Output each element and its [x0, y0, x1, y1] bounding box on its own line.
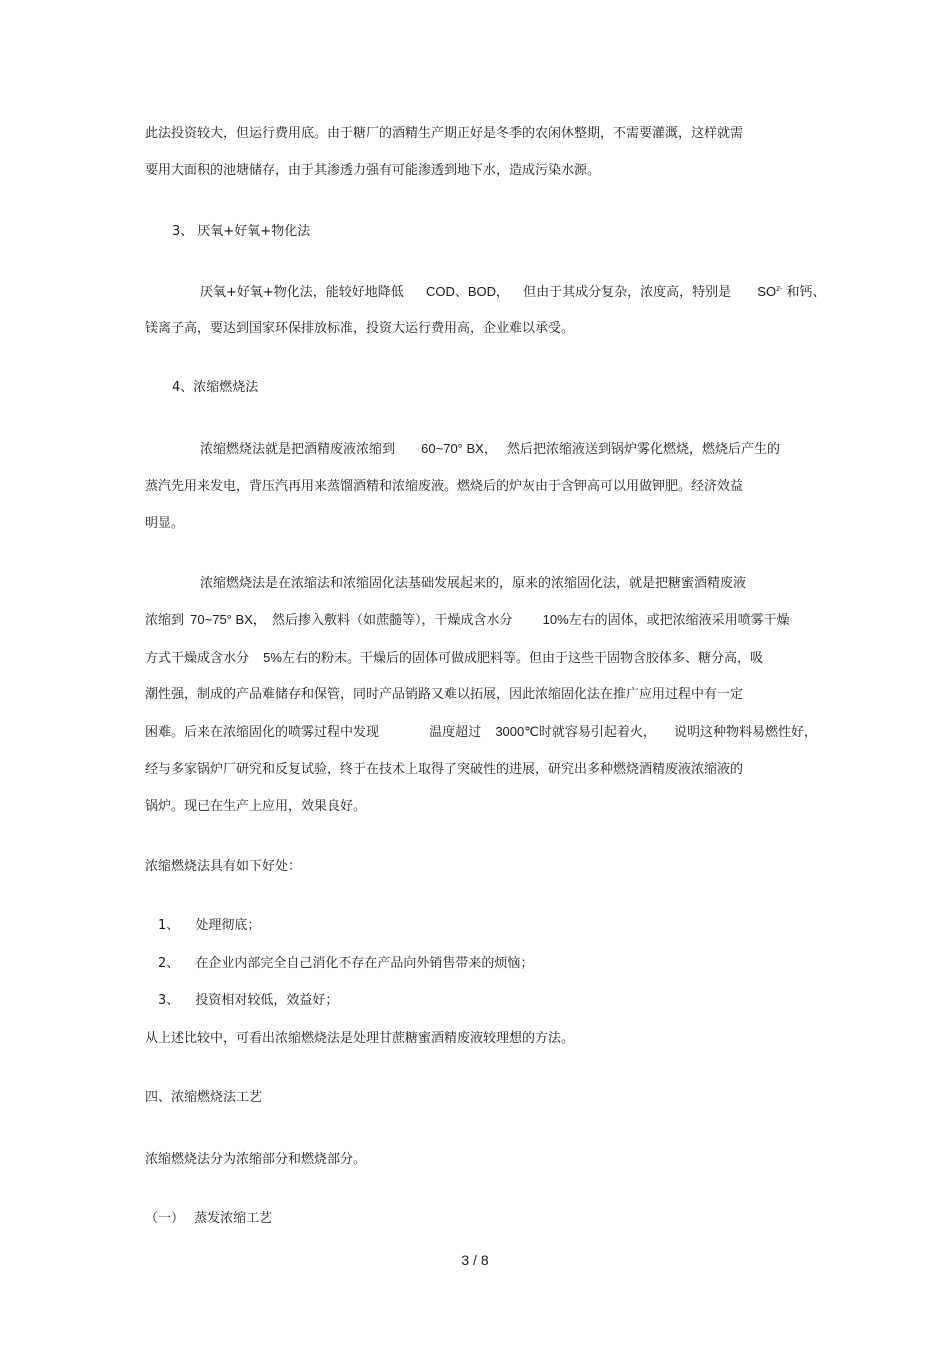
text-segment: 厌氧+好氧+物化法，能较好地降低 [200, 285, 404, 300]
text-segment: 3000℃ [495, 724, 539, 739]
paragraph-line: 此法投资较大，但运行费用底。由于糖厂的酒精生产期正好是冬季的农闲休整期，不需要灌溉，这样就需 [145, 126, 744, 141]
text-segment: 左右的固体，或把浓缩液采用喷雾干燥 [568, 613, 790, 628]
paragraph-line: 锅炉。现已在生产上应用，效果良好。 [145, 799, 367, 814]
text-segment: 但由于其成分复杂，浓度高，特别是 [523, 285, 732, 300]
section-heading-4: 4、浓缩燃烧法 [172, 380, 259, 395]
text-segment: 时就容易引起着火， [538, 725, 656, 740]
paragraph-line [145, 724, 817, 741]
page-number: 3 / 8 [461, 1252, 489, 1268]
paragraph-line: 明显。 [145, 516, 185, 531]
superscript: 2- [776, 286, 783, 293]
text-segment: 左右的粉末。干燥后的固体可做成肥料等。但由于这些干固物含胶体多、糖分高，吸 [281, 651, 763, 666]
list-item-text: 处理彻底； [195, 918, 261, 933]
paragraph-line: 要用大面积的池塘储存，由于其渗透力强有可能渗透到地下水，造成污染水源。 [145, 163, 601, 178]
list-item-number: 2、 [158, 956, 180, 971]
list-item [158, 993, 338, 1009]
paragraph-line: 潮性强，制成的产品难储存和保管，同时产品销路又难以拓展，因此浓缩固化法在推广应用过程中有一定 [145, 687, 744, 702]
text-segment: 和钙、 [786, 285, 826, 300]
section-heading-3: 3、 厌氧+好氧+物化法 [172, 224, 311, 239]
subsection-heading [145, 1211, 272, 1227]
text-segment: 温度超过 [429, 725, 482, 740]
paragraph-line: 镁离子高，要达到国家环保排放标准，投资大运行费用高，企业难以承受。 [145, 321, 575, 336]
text-segment: 浓缩燃烧法就是把酒精废液浓缩到 [200, 442, 396, 457]
list-item-number: 1、 [158, 918, 180, 933]
text-segment: 70~75° BX， [190, 612, 266, 627]
text-segment: COD、BOD， [425, 284, 509, 299]
list-item-number: 3、 [158, 993, 180, 1008]
text-segment: 然后掺入敷料（如蔗髓等），干燥成含水分 [271, 613, 513, 628]
chemical-formula [757, 284, 782, 299]
text-segment: 浓缩到 [145, 613, 185, 628]
text-segment: 困难。后来在浓缩固化的喷雾过程中发现 [145, 725, 380, 740]
text-segment: 10% [542, 612, 569, 627]
paragraph-line: 浓缩燃烧法是在浓缩法和浓缩固化法基础发展起来的，原来的浓缩固化法，就是把糖蜜酒精废液 [200, 576, 747, 591]
text-segment: 方式干燥成含水分 [145, 651, 250, 666]
paragraph-line [145, 612, 790, 629]
paragraph-line: 经与多家锅炉厂研究和反复试验，终于在技术上取得了突破性的进展，研究出多种燃烧酒精废液浓缩液的 [145, 762, 744, 777]
paragraph-line: 浓缩燃烧法具有如下好处： [145, 859, 302, 874]
paragraph-line: 蒸汽先用来发电，背压汽再用来蒸馏酒精和浓缩废液。燃烧后的炉灰由于含钾高可以用做钾肥。经济效益 [145, 479, 744, 494]
text-segment: 然后把浓缩液送到锅炉雾化燃烧，燃烧后产生的 [506, 442, 780, 457]
list-item [158, 918, 260, 934]
text-segment: 5% [263, 650, 282, 665]
list-item-text: 在企业内部完全自己消化不存在产品向外销售带来的烦恼； [195, 956, 534, 971]
subsection-number: （一） [145, 1211, 185, 1226]
paragraph-line [200, 441, 780, 458]
list-item-text: 投资相对较低，效益好； [195, 993, 339, 1008]
list-item [158, 956, 533, 972]
section-heading-four: 四、浓缩燃烧法工艺 [145, 1090, 263, 1105]
paragraph-line [200, 284, 825, 301]
paragraph-line [145, 650, 763, 667]
text-segment: SO [757, 284, 777, 299]
subsection-title: 蒸发浓缩工艺 [194, 1211, 273, 1226]
text-segment: 说明这种物料易燃性好， [674, 725, 818, 740]
paragraph-line: 浓缩燃烧法分为浓缩部分和燃烧部分。 [145, 1152, 367, 1167]
paragraph-line: 从上述比较中，可看出浓缩燃烧法是处理甘蔗糖蜜酒精废液较理想的方法。 [145, 1031, 575, 1046]
text-segment: 60~70° BX， [421, 441, 497, 456]
